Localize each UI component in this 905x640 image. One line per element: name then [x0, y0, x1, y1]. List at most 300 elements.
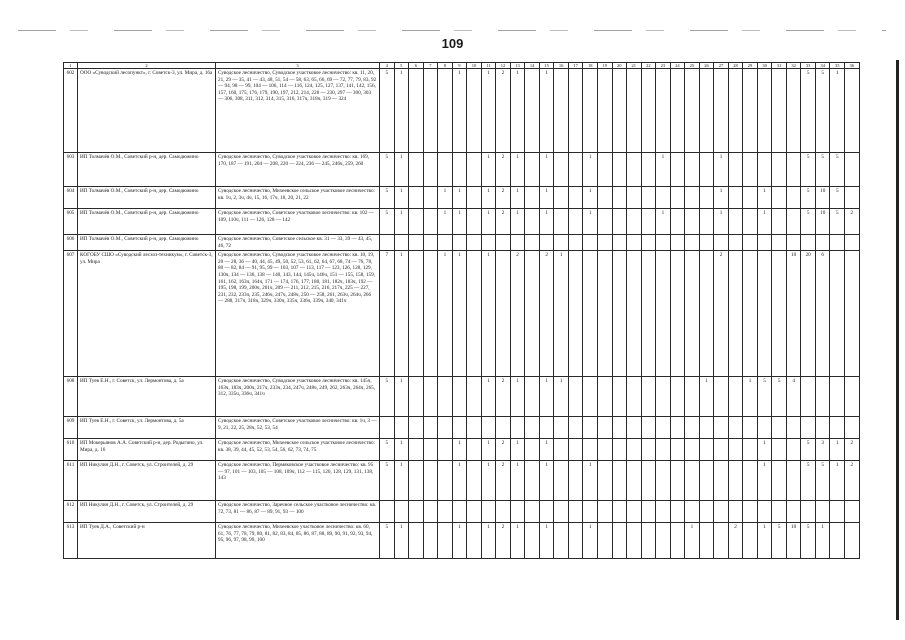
value-cell: [380, 501, 395, 523]
column-number: 17: [568, 63, 583, 69]
value-cell: [714, 523, 729, 559]
value-cell: [641, 251, 656, 377]
value-cell: [699, 501, 714, 523]
value-cell: 1: [757, 439, 772, 461]
value-cell: 1: [583, 523, 598, 559]
value-cell: [554, 439, 569, 461]
value-cell: [656, 439, 671, 461]
value-cell: [714, 417, 729, 439]
value-cell: 2: [539, 251, 554, 377]
value-cell: [568, 523, 583, 559]
value-cell: [699, 209, 714, 235]
value-cell: 1: [539, 461, 554, 501]
forest-quarters: Суводское лесничество, Михеевское сельское участковое лесничество: кв. 1ч, 2, 3ч, 4ч, 15, 16, 17ч, 18, 20, 21, 22: [216, 187, 380, 209]
row-number: 609: [64, 417, 78, 439]
value-cell: [830, 501, 845, 523]
value-cell: [801, 417, 816, 439]
value-cell: [699, 523, 714, 559]
value-cell: [612, 69, 627, 153]
value-cell: [612, 417, 627, 439]
value-cell: 1: [452, 523, 467, 559]
value-cell: [597, 209, 612, 235]
value-cell: [743, 523, 758, 559]
forest-quarters: Суводское лесничество, Советское участковое лесничество: кв. 1ч, 3 — 9, 21, 22, 25, 28ч, 52, 53, 54: [216, 417, 380, 439]
value-cell: [743, 417, 758, 439]
value-cell: [786, 461, 801, 501]
value-cell: [597, 417, 612, 439]
value-cell: [830, 377, 845, 417]
value-cell: [438, 69, 453, 153]
value-cell: 1: [539, 187, 554, 209]
value-cell: [830, 523, 845, 559]
tenant-name: ИП Никулин Д.Н., г. Советск, ул. Строителей, д. 29: [78, 461, 216, 501]
value-cell: [627, 69, 642, 153]
value-cell: [641, 235, 656, 251]
value-cell: 1: [830, 461, 845, 501]
value-cell: [554, 501, 569, 523]
table-row: [64, 153, 860, 187]
column-number: 25: [685, 63, 700, 69]
forest-quarters: Суводское лесничество, Суводское участковое лесничество: кв. 169, 170, 187 — 191, 204 — 208, 220 — 224, 236 — 245, 246ч, 259, 260: [216, 153, 380, 187]
table-row: [64, 209, 860, 235]
value-cell: [583, 377, 598, 417]
value-cell: [656, 251, 671, 377]
value-cell: 1: [714, 209, 729, 235]
value-cell: 2: [845, 209, 860, 235]
value-cell: [467, 187, 482, 209]
value-cell: 1: [481, 251, 496, 377]
value-cell: [409, 439, 424, 461]
value-cell: [568, 251, 583, 377]
value-cell: 1: [554, 251, 569, 377]
value-cell: [452, 377, 467, 417]
value-cell: 1: [394, 251, 409, 377]
tenant-name: ИП Никулин Д.Н., г. Советск, ул. Строителей, д. 29: [78, 501, 216, 523]
value-cell: [641, 377, 656, 417]
column-number: 24: [670, 63, 685, 69]
value-cell: [670, 523, 685, 559]
value-cell: 5: [380, 187, 395, 209]
value-cell: [743, 235, 758, 251]
value-cell: 5: [801, 187, 816, 209]
value-cell: [467, 417, 482, 439]
column-number: 10: [467, 63, 482, 69]
value-cell: 1: [438, 187, 453, 209]
value-cell: 1: [539, 377, 554, 417]
value-cell: [612, 461, 627, 501]
value-cell: 5: [380, 69, 395, 153]
value-cell: 2: [845, 439, 860, 461]
value-cell: [714, 377, 729, 417]
value-cell: [757, 501, 772, 523]
value-cell: [583, 417, 598, 439]
column-number: 18: [583, 63, 598, 69]
value-cell: 1: [757, 209, 772, 235]
value-cell: [394, 235, 409, 251]
value-cell: [656, 187, 671, 209]
value-cell: [815, 235, 830, 251]
value-cell: [423, 377, 438, 417]
value-cell: [525, 153, 540, 187]
value-cell: [772, 153, 787, 187]
value-cell: 2: [496, 523, 511, 559]
value-cell: [438, 461, 453, 501]
value-cell: [467, 235, 482, 251]
value-cell: 5: [380, 439, 395, 461]
value-cell: 1: [438, 251, 453, 377]
value-cell: 10: [786, 251, 801, 377]
row-number: 607: [64, 251, 78, 377]
value-cell: [845, 377, 860, 417]
value-cell: [757, 417, 772, 439]
value-cell: 6: [815, 251, 830, 377]
value-cell: [423, 69, 438, 153]
value-cell: 2: [496, 209, 511, 235]
value-cell: 1: [452, 251, 467, 377]
value-cell: [728, 439, 743, 461]
value-cell: [438, 235, 453, 251]
value-cell: 5: [801, 461, 816, 501]
value-cell: [467, 461, 482, 501]
value-cell: [685, 251, 700, 377]
value-cell: [699, 153, 714, 187]
value-cell: 1: [394, 523, 409, 559]
value-cell: 1: [583, 461, 598, 501]
value-cell: [612, 377, 627, 417]
table-row: [64, 377, 860, 417]
value-cell: [728, 153, 743, 187]
value-cell: 5: [801, 69, 816, 153]
value-cell: [845, 153, 860, 187]
table-row: [64, 417, 860, 439]
value-cell: [467, 69, 482, 153]
value-cell: [409, 417, 424, 439]
value-cell: 20: [801, 251, 816, 377]
value-cell: 1: [481, 69, 496, 153]
value-cell: [568, 377, 583, 417]
column-number: 26: [699, 63, 714, 69]
value-cell: 1: [481, 209, 496, 235]
value-cell: [757, 251, 772, 377]
value-cell: 5: [830, 187, 845, 209]
value-cell: [612, 235, 627, 251]
value-cell: [525, 501, 540, 523]
value-cell: 1: [438, 209, 453, 235]
register-table: [63, 62, 860, 559]
column-number: 15: [539, 63, 554, 69]
value-cell: [409, 377, 424, 417]
value-cell: [699, 251, 714, 377]
value-cell: 1: [743, 377, 758, 417]
value-cell: 1: [510, 377, 525, 417]
scan-edge-shadow: [896, 60, 899, 620]
tenant-name: ИП Туев Е.Н., г. Советск, ул. Лермонтова, д. 5а: [78, 417, 216, 439]
value-cell: [685, 69, 700, 153]
value-cell: 1: [583, 209, 598, 235]
value-cell: 4: [786, 377, 801, 417]
row-number: 605: [64, 209, 78, 235]
value-cell: [685, 439, 700, 461]
value-cell: [685, 417, 700, 439]
value-cell: [612, 251, 627, 377]
value-cell: [699, 461, 714, 501]
value-cell: [583, 251, 598, 377]
value-cell: [423, 417, 438, 439]
value-cell: [525, 377, 540, 417]
value-cell: [409, 153, 424, 187]
value-cell: [743, 209, 758, 235]
row-number: 610: [64, 439, 78, 461]
tenant-name: ИП Туев Д.А., Советский р-н: [78, 523, 216, 559]
value-cell: [380, 417, 395, 439]
value-cell: [583, 235, 598, 251]
value-cell: [743, 153, 758, 187]
value-cell: [743, 187, 758, 209]
value-cell: 1: [656, 153, 671, 187]
table-row: [64, 235, 860, 251]
value-cell: [641, 439, 656, 461]
value-cell: 1: [583, 153, 598, 187]
column-number: 2: [78, 63, 216, 69]
value-cell: [394, 417, 409, 439]
value-cell: [656, 461, 671, 501]
value-cell: [670, 377, 685, 417]
table-row: [64, 501, 860, 523]
tenant-name: ООО «Суводский лесопункт», г. Советск-3, ул. Мира, д. 16а: [78, 69, 216, 153]
value-cell: 1: [583, 187, 598, 209]
value-cell: 1: [481, 153, 496, 187]
value-cell: [786, 235, 801, 251]
tenant-name: ИП Толмачёв О.М., Советский р-н, дер. Самодюжино: [78, 209, 216, 235]
value-cell: [452, 153, 467, 187]
value-cell: [743, 69, 758, 153]
value-cell: 1: [481, 439, 496, 461]
value-cell: [597, 69, 612, 153]
value-cell: [380, 235, 395, 251]
value-cell: [728, 69, 743, 153]
page-number: 109: [441, 36, 464, 51]
value-cell: [452, 417, 467, 439]
value-cell: 2: [510, 251, 525, 377]
value-cell: 1: [539, 69, 554, 153]
value-cell: [670, 251, 685, 377]
value-cell: [612, 439, 627, 461]
value-cell: [641, 417, 656, 439]
value-cell: [786, 501, 801, 523]
value-cell: [627, 501, 642, 523]
value-cell: [583, 439, 598, 461]
value-cell: [554, 235, 569, 251]
value-cell: [409, 251, 424, 377]
value-cell: [525, 187, 540, 209]
value-cell: [525, 251, 540, 377]
value-cell: [670, 187, 685, 209]
value-cell: [525, 69, 540, 153]
value-cell: [438, 523, 453, 559]
value-cell: [627, 377, 642, 417]
value-cell: 1: [452, 461, 467, 501]
value-cell: [423, 523, 438, 559]
value-cell: 1: [815, 523, 830, 559]
value-cell: 1: [757, 187, 772, 209]
value-cell: [786, 187, 801, 209]
column-number: 33: [801, 63, 816, 69]
value-cell: [685, 209, 700, 235]
value-cell: [481, 235, 496, 251]
value-cell: [554, 461, 569, 501]
value-cell: [496, 235, 511, 251]
tenant-name: ИП Толмачёв О.М., Советский р-н, дер. Самодюжино: [78, 187, 216, 209]
value-cell: [656, 69, 671, 153]
value-cell: 2: [496, 439, 511, 461]
value-cell: [772, 251, 787, 377]
value-cell: [670, 235, 685, 251]
value-cell: [525, 209, 540, 235]
value-cell: [714, 439, 729, 461]
value-cell: [845, 417, 860, 439]
value-cell: 1: [510, 523, 525, 559]
value-cell: [757, 153, 772, 187]
forest-quarters: Суводское лесничество, Михеевское участковое лесничество: кв. 60, 61, 76, 77, 78, 79, 80, 81, 82, 83, 84, 85, 86, 87, 88, 89, 90, 91, 92, 93, 94, 95, 96, 97, 98, 99, 100: [216, 523, 380, 559]
value-cell: [409, 69, 424, 153]
value-cell: [467, 377, 482, 417]
forest-quarters: Суводское лесничество, Суводское участковое лесничество: кв. 11, 20, 21, 29 — 35, 41 — 43, 48, 51, 54 — 58, 63, 65, 66, 69 — 72, 77, 79, 83, 92 — 94, 98 — 99, 104 — 106, 114 — 116, 124, 125, 127, 137, 141, 142, 156, 157, 160, 175, 176, 179, 190, 197, 212, 214, 228 — 230, 297 — 300, 303 — 306, 308, 311, 312, 314, 315, 316, 317ч, 318ч, 319 — 324: [216, 69, 380, 153]
value-cell: [786, 69, 801, 153]
value-cell: [554, 523, 569, 559]
value-cell: [728, 377, 743, 417]
column-number: 23: [656, 63, 671, 69]
value-cell: [641, 69, 656, 153]
value-cell: [597, 523, 612, 559]
value-cell: [438, 439, 453, 461]
value-cell: [627, 439, 642, 461]
value-cell: [656, 417, 671, 439]
value-cell: 1: [510, 209, 525, 235]
value-cell: [539, 417, 554, 439]
tenant-name: ИП Толмачёв О.М., Советский р-н, дер. Самодюжино: [78, 235, 216, 251]
column-number: 5: [394, 63, 409, 69]
value-cell: [423, 187, 438, 209]
value-cell: [510, 417, 525, 439]
value-cell: [496, 417, 511, 439]
value-cell: [728, 209, 743, 235]
value-cell: 1: [757, 461, 772, 501]
forest-quarters: Суводское лесничество, Суводское участковое лесничество: кв. 10, 19, 20 — 28, 36 — 40, 44, 45, 49, 50, 52, 53, 61, 62, 64, 67, 68, 74 — 76, 78, 80 — 82, 84 — 91, 95, 99 — 103, 107 — 113, 117 — 123, 126, 128, 129, 130ч, 134 — 136, 138 — 140, 143, 144, 145ч, 146ч, 151 — 155, 158, 159, 161, 162, 163ч, 164ч, 171 — 174, 176, 177, 180, 181, 182ч, 183ч, 192 — 195, 198, 199, 200ч, 201ч, 209 — 211, 212, 215, 216, 217ч, 225 — 227, 231, 232, 233ч, 235, 246ч, 247ч, 248ч, 250 — 258, 261, 263ч, 264ч, 266 — 288, 317ч, 318ч, 329ч, 330ч, 335ч, 336ч, 339ч, 340, 341ч: [216, 251, 380, 377]
value-cell: [627, 523, 642, 559]
value-cell: [656, 377, 671, 417]
forest-quarters: Суводское лесничество, Советское участковое лесничество: кв. 102 — 109, 110ч, 111 — 126, 128 — 142: [216, 209, 380, 235]
value-cell: 5: [380, 523, 395, 559]
forest-quarters: Суводское лесничество, Пермяковское участковое лесничество: кв. 95 — 97, 101 — 103, 105 — 108, 109ч, 112 — 115, 120, 128, 129, 131, 138, 143: [216, 461, 380, 501]
table-row: [64, 461, 860, 501]
value-cell: [525, 439, 540, 461]
value-cell: [612, 523, 627, 559]
value-cell: [597, 251, 612, 377]
value-cell: 1: [656, 209, 671, 235]
value-cell: 1: [452, 69, 467, 153]
value-cell: [467, 439, 482, 461]
value-cell: [743, 501, 758, 523]
table-row: [64, 251, 860, 377]
value-cell: [612, 187, 627, 209]
value-cell: [656, 523, 671, 559]
value-cell: 5: [801, 209, 816, 235]
value-cell: [685, 377, 700, 417]
column-number: 3: [216, 63, 380, 69]
value-cell: [670, 69, 685, 153]
value-cell: 1: [394, 209, 409, 235]
value-cell: [670, 417, 685, 439]
value-cell: [627, 461, 642, 501]
value-cell: [554, 417, 569, 439]
value-cell: [554, 187, 569, 209]
value-cell: [423, 153, 438, 187]
value-cell: [467, 523, 482, 559]
value-cell: [714, 235, 729, 251]
value-cell: [699, 439, 714, 461]
row-number: 611: [64, 461, 78, 501]
value-cell: [845, 251, 860, 377]
value-cell: [728, 235, 743, 251]
value-cell: [670, 461, 685, 501]
value-cell: [423, 461, 438, 501]
value-cell: [438, 417, 453, 439]
value-cell: [597, 235, 612, 251]
value-cell: [409, 501, 424, 523]
value-cell: 1: [539, 153, 554, 187]
value-cell: 5: [815, 461, 830, 501]
value-cell: [830, 251, 845, 377]
value-cell: [728, 417, 743, 439]
column-number: 4: [380, 63, 395, 69]
value-cell: [786, 209, 801, 235]
column-number: 16: [554, 63, 569, 69]
value-cell: 1: [699, 377, 714, 417]
value-cell: 1: [685, 523, 700, 559]
column-number: 11: [481, 63, 496, 69]
row-number: 613: [64, 523, 78, 559]
row-number: 608: [64, 377, 78, 417]
value-cell: 1: [481, 461, 496, 501]
value-cell: [423, 235, 438, 251]
value-cell: [568, 501, 583, 523]
value-cell: 10: [815, 187, 830, 209]
tenant-name: ИП Мокерьянов А.А. Советский р-н, дер. Родыгино, ул. Мира, д. 16: [78, 439, 216, 461]
column-number: 6: [409, 63, 424, 69]
column-number: 35: [830, 63, 845, 69]
value-cell: [728, 187, 743, 209]
value-cell: [467, 501, 482, 523]
value-cell: [656, 501, 671, 523]
value-cell: [830, 417, 845, 439]
value-cell: [786, 153, 801, 187]
value-cell: [423, 251, 438, 377]
value-cell: [612, 153, 627, 187]
value-cell: 1: [830, 69, 845, 153]
value-cell: 5: [830, 153, 845, 187]
value-cell: 5: [380, 209, 395, 235]
column-number: 20: [612, 63, 627, 69]
table-row: [64, 439, 860, 461]
value-cell: [597, 439, 612, 461]
column-number: 29: [743, 63, 758, 69]
forest-quarters: Суводское лесничество, Заречное сельское участковое лесничество: кв. 72, 73, 81 — 86, 87 — 89, 91, 93 — 100: [216, 501, 380, 523]
value-cell: [670, 153, 685, 187]
column-number: 7: [423, 63, 438, 69]
value-cell: 5: [801, 439, 816, 461]
value-cell: [627, 209, 642, 235]
value-cell: [568, 461, 583, 501]
